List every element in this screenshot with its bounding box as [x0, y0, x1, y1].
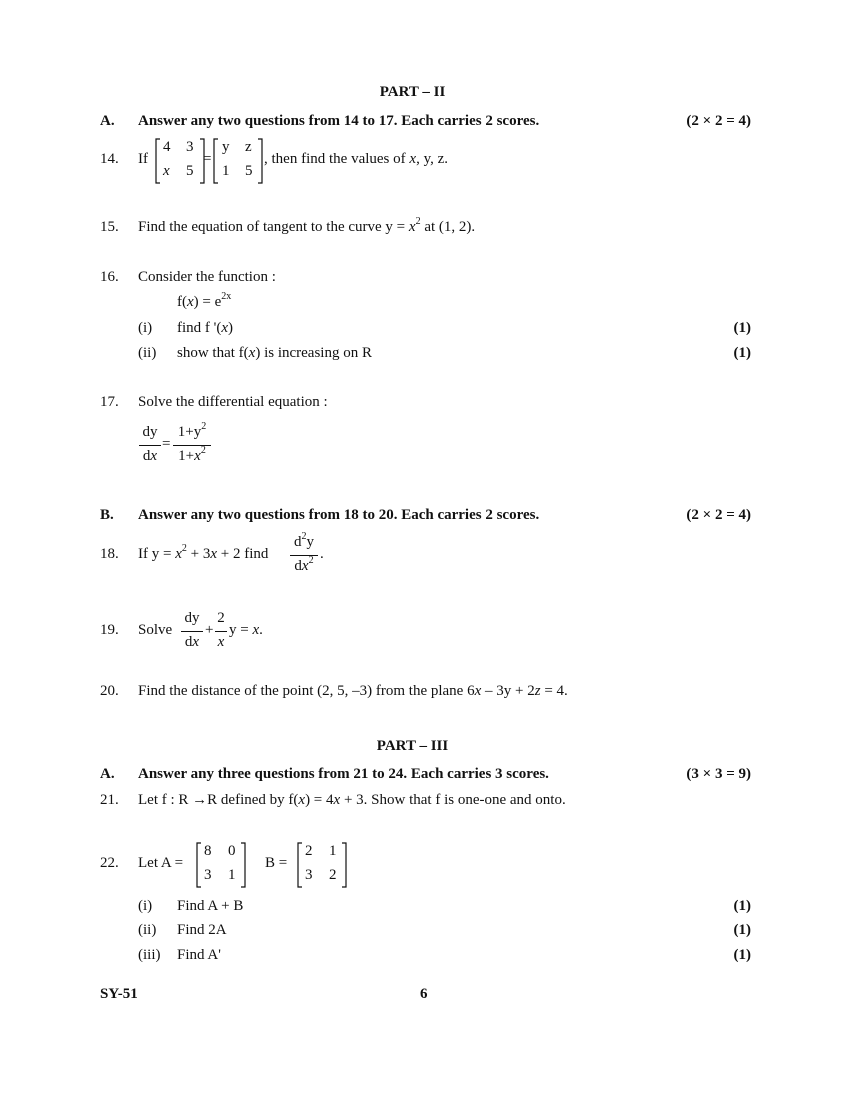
- subpart-marks: (1): [733, 947, 751, 963]
- matrix-cell: z: [245, 139, 252, 155]
- subpart-label: (ii): [138, 922, 157, 938]
- section-b-instruction: Answer any two questions from 18 to 20. Each carries 2 scores.: [138, 507, 540, 523]
- part-2-title: PART – II: [379, 84, 446, 100]
- matrix-cell: 3: [204, 867, 212, 883]
- question-number: 15.: [100, 219, 119, 235]
- matrix-cell: 5: [245, 163, 253, 179]
- subpart-label: (i): [138, 320, 153, 336]
- section-a-letter: A.: [100, 113, 115, 129]
- question-number: 21.: [100, 792, 119, 808]
- question-number: 18.: [100, 546, 119, 562]
- question-number: 22.: [100, 855, 119, 871]
- matrix-1: [154, 137, 206, 185]
- fraction-rhs: $1+y^2$ $1+x^2$: [172, 424, 212, 468]
- question-text: Solve the differential equation :: [138, 394, 328, 410]
- matrix-cell: 1: [329, 843, 337, 859]
- subpart-marks: (1): [733, 320, 751, 336]
- section-a-marks: (3 × 3 = 9): [686, 766, 751, 782]
- paper-code: SY-51: [100, 986, 138, 1002]
- subpart-marks: (1): [733, 922, 751, 938]
- matrix-brackets: [212, 137, 264, 185]
- function-definition: $f(x) = e^{2x}$: [177, 291, 232, 310]
- solve-label: Solve: [138, 622, 173, 638]
- subpart-label: (ii): [138, 345, 157, 361]
- arrow-icon: →: [192, 792, 208, 808]
- matrix-cell: x: [163, 163, 170, 179]
- matrix-cell: 0: [228, 843, 236, 859]
- matrix-2: [212, 137, 264, 185]
- period: .: [320, 546, 324, 562]
- matrix-a: [195, 841, 247, 889]
- let-b-label: B =: [265, 855, 288, 871]
- section-a-letter: A.: [100, 766, 115, 782]
- equals-sign: =: [203, 151, 212, 167]
- question-number: 19.: [100, 622, 119, 638]
- question-text: y = x.: [229, 622, 263, 638]
- subpart-text: Find A': [177, 947, 221, 963]
- section-a-instruction: Answer any two questions from 14 to 17. Each carries 2 scores.: [138, 113, 540, 129]
- page-number: 6: [420, 986, 428, 1002]
- matrix-brackets: [195, 841, 247, 889]
- question-text: Find the distance of the point (2, 5, –3) from the plane 6x – 3y + 2z = 4.: [138, 683, 568, 699]
- question-number: 14.: [100, 151, 119, 167]
- question-number: 20.: [100, 683, 119, 699]
- if-label: If: [138, 151, 148, 167]
- matrix-cell: 2: [329, 867, 337, 883]
- subpart-text: find f '(x): [177, 320, 234, 336]
- question-number: 16.: [100, 269, 119, 285]
- question-text: Find the equation of tangent to the curve $y = x^2$ at (1, 2).: [138, 216, 476, 235]
- part-3-title: PART – III: [376, 738, 449, 754]
- subpart-label: (i): [138, 898, 153, 914]
- fraction-2-x: 2 x: [214, 610, 228, 654]
- matrix-brackets: [154, 137, 206, 185]
- question-text: Consider the function :: [138, 269, 276, 285]
- question-text: Let f : R →R defined by f(x) = 4x + 3. Show that f is one-one and onto.: [138, 792, 566, 808]
- matrix-cell: 3: [305, 867, 313, 883]
- question-number: 17.: [100, 394, 119, 410]
- question-text: If $y = x^2 + 3x + 2$ find: [138, 543, 269, 562]
- matrix-b: [296, 841, 348, 889]
- matrix-cell: y: [222, 139, 230, 155]
- section-b-letter: B.: [100, 507, 114, 523]
- matrix-cell: 3: [186, 139, 194, 155]
- subpart-text: Find 2A: [177, 922, 227, 938]
- fraction-dy-dx: dy dx: [138, 424, 162, 468]
- equals-sign: =: [162, 436, 171, 452]
- subpart-label: (iii): [138, 947, 161, 963]
- fraction-dy-dx: dy dx: [180, 610, 204, 654]
- matrix-cell: 1: [222, 163, 230, 179]
- matrix-cell: 4: [163, 139, 171, 155]
- section-a-instruction: Answer any three questions from 21 to 24. Each carries 3 scores.: [138, 766, 549, 782]
- matrix-cell: 8: [204, 843, 212, 859]
- subpart-marks: (1): [733, 345, 751, 361]
- matrix-cell: 1: [228, 867, 236, 883]
- subpart-text: show that f(x) is increasing on R: [177, 345, 372, 361]
- matrix-cell: 2: [305, 843, 313, 859]
- question-text: , then find the values of x, y, z.: [264, 151, 448, 167]
- matrix-cell: 5: [186, 163, 194, 179]
- section-b-marks: (2 × 2 = 4): [686, 507, 751, 523]
- fraction-d2y-dx2: $d^2y$ $dx^2$: [289, 534, 319, 578]
- let-a-label: Let A =: [138, 855, 184, 871]
- section-a-marks: (2 × 2 = 4): [686, 113, 751, 129]
- plus-sign: +: [205, 622, 214, 638]
- subpart-text: Find A + B: [177, 898, 244, 914]
- matrix-brackets: [296, 841, 348, 889]
- subpart-marks: (1): [733, 898, 751, 914]
